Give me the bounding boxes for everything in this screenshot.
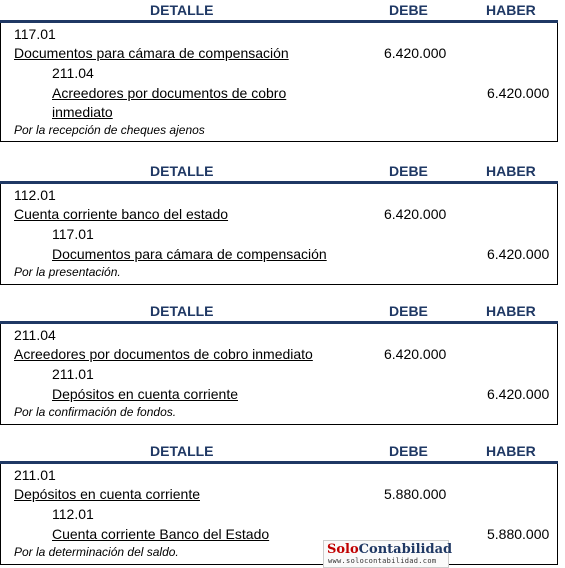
header-detalle: DETALLE (150, 443, 214, 459)
credit-account-line1: Acreedores por documentos de cobro (52, 85, 287, 101)
entry-body (0, 464, 558, 565)
haber-amount: 6.420.000 (487, 386, 550, 402)
debit-code: 211.01 (14, 467, 56, 483)
credit-account: Depósitos en cuenta corriente (52, 386, 238, 402)
header-detalle: DETALLE (150, 303, 214, 319)
credit-code: 117.01 (52, 226, 94, 242)
debe-amount: 6.420.000 (384, 45, 447, 61)
debe-amount: 6.420.000 (384, 346, 447, 362)
header-debe: DEBE (389, 443, 428, 459)
header-haber: HABER (486, 443, 536, 459)
entry-gloss: Por la determinación del saldo. (14, 545, 179, 559)
logo-url: www.solocontabilidad.com (328, 557, 437, 565)
entry-gloss: Por la confirmación de fondos. (14, 405, 177, 419)
journal-entry-2 (0, 161, 558, 285)
entry-header (0, 301, 558, 324)
debit-code: 117.01 (14, 26, 56, 42)
debe-amount: 5.880.000 (384, 486, 447, 502)
logo-part1: Solo (327, 542, 359, 557)
entry-gloss: Por la presentación. (14, 265, 121, 279)
debit-account: Cuenta corriente banco del estado (14, 206, 229, 222)
entry-header (0, 161, 558, 184)
header-debe: DEBE (389, 303, 428, 319)
entry-body (0, 184, 558, 285)
haber-amount: 6.420.000 (487, 85, 550, 101)
header-detalle: DETALLE (150, 2, 214, 18)
credit-code: 112.01 (52, 506, 94, 522)
entry-body (0, 23, 558, 142)
debit-account: Depósitos en cuenta corriente (14, 486, 200, 502)
debe-amount: 6.420.000 (384, 206, 447, 222)
header-debe: DEBE (389, 163, 428, 179)
logo-wordmark (327, 542, 452, 557)
solocontabilidad-logo (323, 540, 453, 568)
credit-account: Documentos para cámara de compensación (52, 246, 327, 262)
debit-code: 112.01 (14, 187, 56, 203)
entry-body (0, 324, 558, 425)
header-haber: HABER (486, 303, 536, 319)
header-detalle: DETALLE (150, 163, 214, 179)
haber-amount: 5.880.000 (487, 526, 550, 542)
entry-header (0, 0, 558, 23)
credit-code: 211.04 (52, 65, 94, 81)
logo-part2: Contabilidad (358, 542, 453, 557)
journal-entry-3 (0, 301, 558, 425)
header-haber: HABER (486, 163, 536, 179)
credit-account: Cuenta corriente Banco del Estado (52, 526, 270, 542)
debit-account: Acreedores por documentos de cobro inmediato (14, 346, 313, 362)
debit-code: 211.04 (14, 327, 56, 343)
credit-code: 211.01 (52, 366, 94, 382)
credit-account-line2: inmediato (52, 104, 113, 120)
journal-entry-1 (0, 0, 558, 142)
debit-account: Documentos para cámara de compensación (14, 45, 289, 61)
header-haber: HABER (486, 2, 536, 18)
haber-amount: 6.420.000 (487, 246, 550, 262)
header-debe: DEBE (389, 2, 428, 18)
entry-header (0, 441, 558, 464)
journal-entry-4 (0, 441, 558, 565)
entry-gloss: Por la recepción de cheques ajenos (14, 123, 205, 137)
